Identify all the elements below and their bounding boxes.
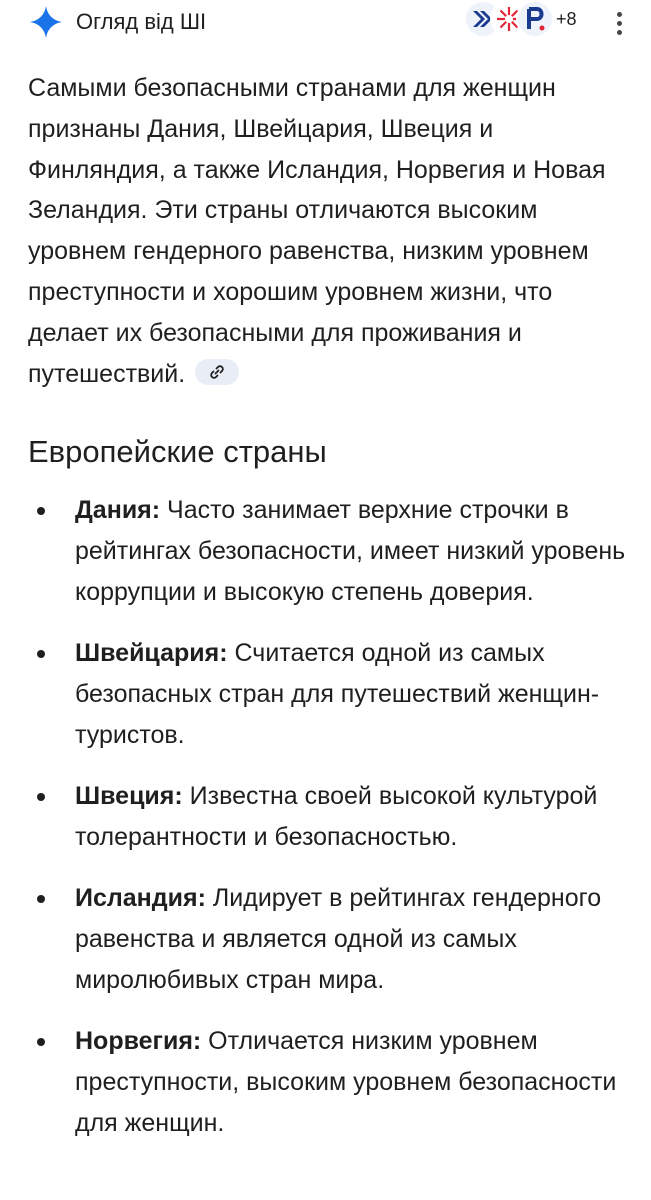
ai-overview-header: [0, 0, 651, 44]
bullet: [37, 650, 45, 658]
country-list: [0, 490, 651, 1164]
country-name: Норвегия:: [75, 1027, 202, 1055]
header-title: Огляд від ШІ: [76, 9, 207, 34]
list-item: [0, 878, 631, 1001]
country-desc: Известна своей высокой культурой толерантности и безопасностью.: [75, 782, 598, 851]
list-item: [0, 490, 631, 613]
section-heading: Европейские страны: [28, 434, 327, 469]
sparkle-icon: [28, 4, 64, 40]
sources-count: +8: [556, 9, 577, 29]
more-options-button[interactable]: [606, 8, 634, 38]
list-item: [0, 1021, 631, 1144]
country-desc: Отличается низким уровнем преступности, высоким уровнем безопасности для женщин.: [75, 1027, 617, 1137]
list-item: [0, 776, 631, 858]
source-link-chip[interactable]: [195, 359, 239, 385]
country-name: Швеция:: [75, 782, 183, 810]
bullet: [37, 1038, 45, 1046]
bullet: [37, 793, 45, 801]
more-vert-icon: [617, 12, 622, 17]
country-name: Дания:: [75, 496, 161, 524]
intro-paragraph: [28, 68, 628, 394]
country-desc: Считается одной из самых безопасных стран для путешествий женщин-туристов.: [75, 639, 600, 749]
country-name: Швейцария:: [75, 639, 228, 667]
bullet: [37, 507, 45, 515]
country-desc: Лидирует в рейтингах гендерного равенства и является одной из самых миролюбивых стран мира.: [75, 884, 602, 994]
country-desc: Часто занимает верхние строчки в рейтингах безопасности, имеет низкий уровень коррупции и высокую степень доверия.: [75, 496, 626, 606]
bullet: [37, 895, 45, 903]
source-logo-icon: [518, 2, 552, 36]
link-icon: [208, 363, 226, 381]
list-item: [0, 633, 631, 756]
country-name: Исландия:: [75, 884, 206, 912]
intro-text: Самыми безопасными странами для женщин признаны Дания, Швейцария, Швеция и Финляндия, а также Исландия, Норвегия и Новая Зеландия. Эти страны отличаются высоким уровнем гендерного равенства, низким уровнем преступности и хорошим уровнем жизни, что делает их безопасными для проживания и путешествий.: [28, 74, 606, 388]
